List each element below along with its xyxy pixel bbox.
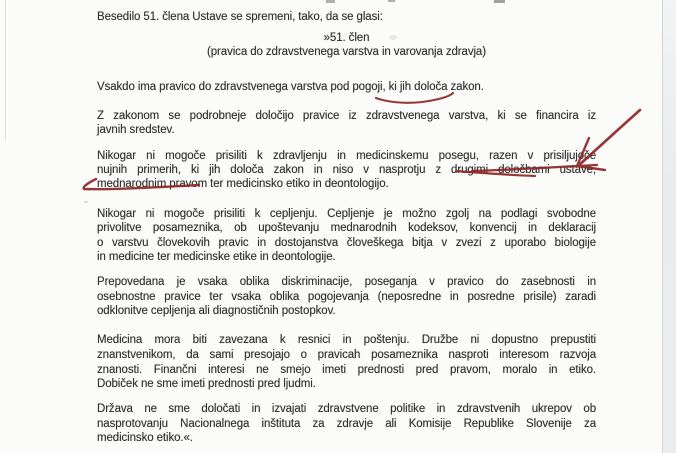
text-line: Dobiček ne sme imeti prednosti pred ljudmi. (97, 378, 316, 391)
text-line: Z zakonom se podrobneje določijo pravice iz zdravstvenega varstva, ki se financira iz (97, 110, 596, 122)
text-line: Prepovedana je vsaka oblika diskriminacije, poseganja v pravico do zasebnosti in (97, 276, 596, 288)
paragraph-vsakdo (97, 80, 596, 94)
text-line: Vsakdo ima pravico do zdravstvenega varstva pod pogoji, ki jih določa zakon. (97, 81, 484, 93)
scan-artifact (388, 0, 395, 2)
paragraph-zakonom (97, 109, 596, 137)
text-line: privolitve posameznika, ob upoštevanju mednarodnih kodeksov, konvencij in deklaracij (97, 222, 596, 235)
text-line: mednarodnim pravom ter medicinsko etiko in deontologijo. (97, 178, 389, 190)
text-line: znanstvenikom, da sami presojajo o pravicah posameznika nasproti interesom razvoja (97, 348, 596, 361)
paragraph-medicina (97, 333, 596, 392)
text-line: »51. člen (323, 32, 370, 44)
scan-artifact (494, 0, 505, 3)
intro-line (97, 10, 596, 24)
text-line: osebnostne pravice ter vsaka oblika pogojevanja (neposredne in posredne prisile) zaradi (97, 290, 596, 303)
text-line: javnih sredstev. (97, 124, 175, 136)
page-edge-strip (662, 0, 676, 453)
scan-artifact (84, 201, 88, 203)
scan-artifact (326, 0, 335, 3)
text-line: Nikogar ni mogoče prisiliti k cepljenju. Cepljenje je možno zgolj na podlagi svobodne (97, 208, 596, 220)
text-line: o varstvu človekovih pravic in dostojanstva človeškega bitja v zvezi z uporabo biologije (97, 236, 596, 249)
text-line: odklonitve cepljenja ali diagnostičnih postopkov. (97, 305, 336, 317)
text-line: nasprotovanju Nacionalnega inštituta za zdravje ali Komisije Republike Slovenije za (97, 417, 596, 430)
paragraph-prepovedana (97, 275, 596, 319)
article-heading (97, 32, 596, 60)
text-line: (pravica do zdravstvenega varstva in varovanja zdravja) (207, 45, 486, 58)
text-line: Medicina mora biti zavezana k resnici in poštenju. Družbe ni dopustno prepustiti (97, 334, 596, 346)
text-line: in medicine ter medicinske etike in deontologije. (97, 251, 336, 264)
text-line: nujnih primerih, ki jih določa zakon in niso v nasprotju z drugimi določbami ustave, (97, 164, 596, 176)
text-line: medicinsko etiko.«. (97, 432, 193, 445)
text-line: Besedilo 51. člena Ustave se spremeni, tako, da se glasi: (97, 11, 383, 23)
text-line: Nikogar ni mogoče prisiliti k zdravljenju in medicinskemu posegu, razen v prisiljujoče (97, 150, 596, 162)
paragraph-nikogar-zdravljenje (97, 149, 596, 191)
paragraph-nikogar-cepljenje (97, 207, 596, 265)
scan-artifact (389, 35, 397, 40)
text-line: znanosti. Finančni interesi ne smejo imeti prednosti pred pravom, moralo in etiko. (97, 363, 596, 376)
text-line: Država ne sme določati in izvajati zdravstvene politike in zdravstvenih ukrepov ob (97, 403, 596, 415)
paragraph-drzava (97, 402, 596, 446)
